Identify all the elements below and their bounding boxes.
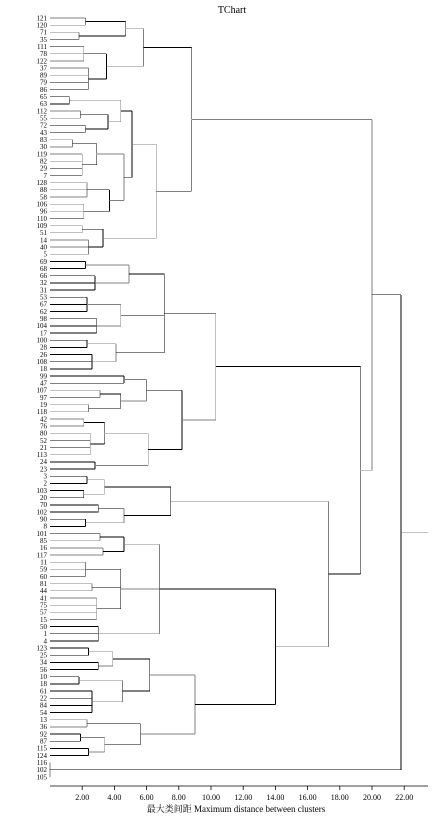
leaf-label: 20	[40, 494, 47, 503]
leaf-label: 3	[43, 472, 47, 481]
x-axis-label: 最大类间距 Maximum distance between clusters	[146, 804, 326, 814]
leaf-label: 121	[36, 14, 47, 23]
leaf-label: 99	[40, 372, 47, 381]
leaf-label: 103	[36, 486, 47, 495]
leaf-label: 105	[36, 773, 47, 782]
leaf-label: 104	[36, 322, 47, 331]
leaf-label: 59	[40, 565, 47, 574]
leaf-label: 47	[40, 379, 47, 388]
leaf-label: 118	[36, 408, 47, 417]
leaf-label: 15	[40, 615, 47, 624]
x-tick-label: 14.00	[266, 793, 285, 802]
leaf-label: 58	[40, 193, 47, 202]
leaf-label: 52	[40, 436, 47, 445]
leaf-label: 21	[40, 443, 47, 452]
leaf-label: 55	[40, 114, 47, 123]
leaf-label: 113	[36, 451, 47, 460]
leaf-label: 65	[40, 93, 47, 102]
leaf-label: 72	[40, 121, 47, 130]
leaf-label: 112	[36, 107, 47, 116]
leaf-label: 62	[40, 307, 47, 316]
x-tick-label: 10.00	[202, 793, 220, 802]
leaf-label: 30	[40, 143, 47, 152]
x-tick-label: 22.00	[395, 793, 414, 802]
leaf-label: 70	[40, 501, 47, 510]
leaf-label: 19	[40, 400, 47, 409]
x-tick-label: 8.00	[171, 793, 186, 802]
leaf-label: 40	[40, 243, 47, 252]
leaf-label: 42	[40, 415, 47, 424]
leaf-label: 71	[40, 28, 47, 37]
leaf-label: 109	[36, 221, 47, 230]
leaf-label: 100	[36, 336, 47, 345]
leaf-label: 76	[40, 422, 47, 431]
leaf-label: 7	[43, 171, 47, 180]
leaf-label: 54	[40, 708, 47, 717]
x-tick-label: 18.00	[330, 793, 349, 802]
leaf-label: 44	[40, 587, 47, 596]
leaf-label: 23	[40, 465, 47, 474]
x-axis	[50, 786, 428, 802]
leaf-label: 36	[40, 723, 47, 732]
leaf-label: 102	[36, 508, 47, 517]
leaf-label: 101	[36, 529, 47, 538]
leaf-label: 2	[43, 479, 47, 488]
leaf-label: 10	[40, 673, 47, 682]
leaf-label: 115	[36, 744, 47, 753]
x-tick-label: 16.00	[298, 793, 317, 802]
leaf-label: 98	[40, 315, 47, 324]
leaf-label: 43	[40, 128, 47, 137]
leaf-label: 4	[43, 637, 47, 646]
leaf-label: 97	[40, 393, 47, 402]
leaf-label: 124	[36, 751, 47, 760]
leaf-label: 28	[40, 343, 47, 352]
leaf-label: 88	[40, 186, 47, 195]
leaf-label: 56	[40, 665, 47, 674]
leaf-label: 66	[40, 272, 47, 281]
leaf-label: 8	[43, 522, 47, 531]
leaf-label: 41	[40, 594, 47, 603]
leaf-label: 87	[40, 737, 47, 746]
leaf-label: 110	[36, 214, 47, 223]
leaf-label: 107	[36, 386, 47, 395]
leaf-label: 108	[36, 358, 47, 366]
leaf-label: 96	[40, 207, 47, 216]
leaf-label: 78	[40, 50, 47, 59]
leaf-label: 75	[40, 601, 47, 610]
leaf-label: 116	[36, 758, 47, 767]
leaf-label: 90	[40, 515, 47, 524]
leaf-label: 60	[40, 572, 47, 581]
leaf-label: 11	[40, 558, 47, 567]
leaf-label: 92	[40, 730, 47, 739]
leaf-label: 117	[36, 551, 47, 560]
leaf-label: 89	[40, 71, 47, 80]
leaf-label: 69	[40, 257, 47, 266]
leaf-label: 29	[40, 164, 47, 173]
leaf-label: 18	[40, 365, 47, 374]
leaf-label: 79	[40, 78, 47, 87]
leaf-label: 85	[40, 537, 47, 546]
x-tick-label: 6.00	[139, 793, 154, 802]
leaf-label: 22	[40, 694, 47, 703]
x-tick-label: 4.00	[107, 793, 122, 802]
leaf-label: 50	[40, 622, 47, 631]
leaf-label: 18	[40, 680, 47, 689]
leaf-label: 5	[43, 250, 47, 259]
leaf-label: 32	[40, 279, 47, 288]
leaf-label: 106	[36, 200, 47, 209]
leaf-label: 63	[40, 100, 47, 109]
leaf-label: 122	[36, 57, 47, 66]
leaf-label: 35	[40, 35, 47, 44]
leaf-label: 83	[40, 136, 47, 145]
x-tick-label: 2.00	[75, 793, 90, 802]
leaf-label: 80	[40, 429, 47, 438]
x-tick-label: 12.00	[234, 793, 253, 802]
x-tick-label: 20.00	[363, 793, 381, 802]
leaf-label: 82	[40, 157, 47, 166]
leaf-label: 24	[40, 458, 47, 467]
leaf-label: 61	[40, 687, 47, 696]
leaf-label: 51	[40, 229, 47, 238]
leaf-label: 123	[36, 644, 47, 653]
leaf-label: 1	[43, 630, 47, 639]
leaf-label: 86	[40, 85, 47, 94]
leaf-label: 16	[40, 544, 47, 553]
leaf-label: 84	[40, 701, 47, 710]
leaf-labels	[37, 14, 48, 781]
leaf-label: 34	[40, 658, 47, 667]
leaf-label: 17	[40, 329, 47, 338]
leaf-label: 67	[40, 300, 47, 309]
leaf-label: 111	[37, 42, 47, 51]
leaf-label: 37	[40, 64, 47, 73]
leaf-label: 53	[40, 293, 47, 302]
leaf-label: 25	[40, 651, 47, 660]
leaf-label: 57	[40, 608, 47, 617]
leaf-label: 14	[40, 236, 47, 245]
dendrogram-links	[50, 18, 428, 777]
leaf-label: 102	[36, 766, 47, 775]
leaf-label: 26	[40, 350, 47, 359]
leaf-label: 13	[40, 716, 47, 725]
leaf-label: 120	[36, 21, 47, 30]
leaf-label: 81	[40, 579, 47, 588]
leaf-label: 68	[40, 264, 47, 273]
chart-title: TChart	[217, 5, 247, 16]
leaf-label: 31	[40, 286, 47, 295]
leaf-label: 119	[36, 150, 47, 159]
leaf-label: 128	[36, 178, 47, 187]
